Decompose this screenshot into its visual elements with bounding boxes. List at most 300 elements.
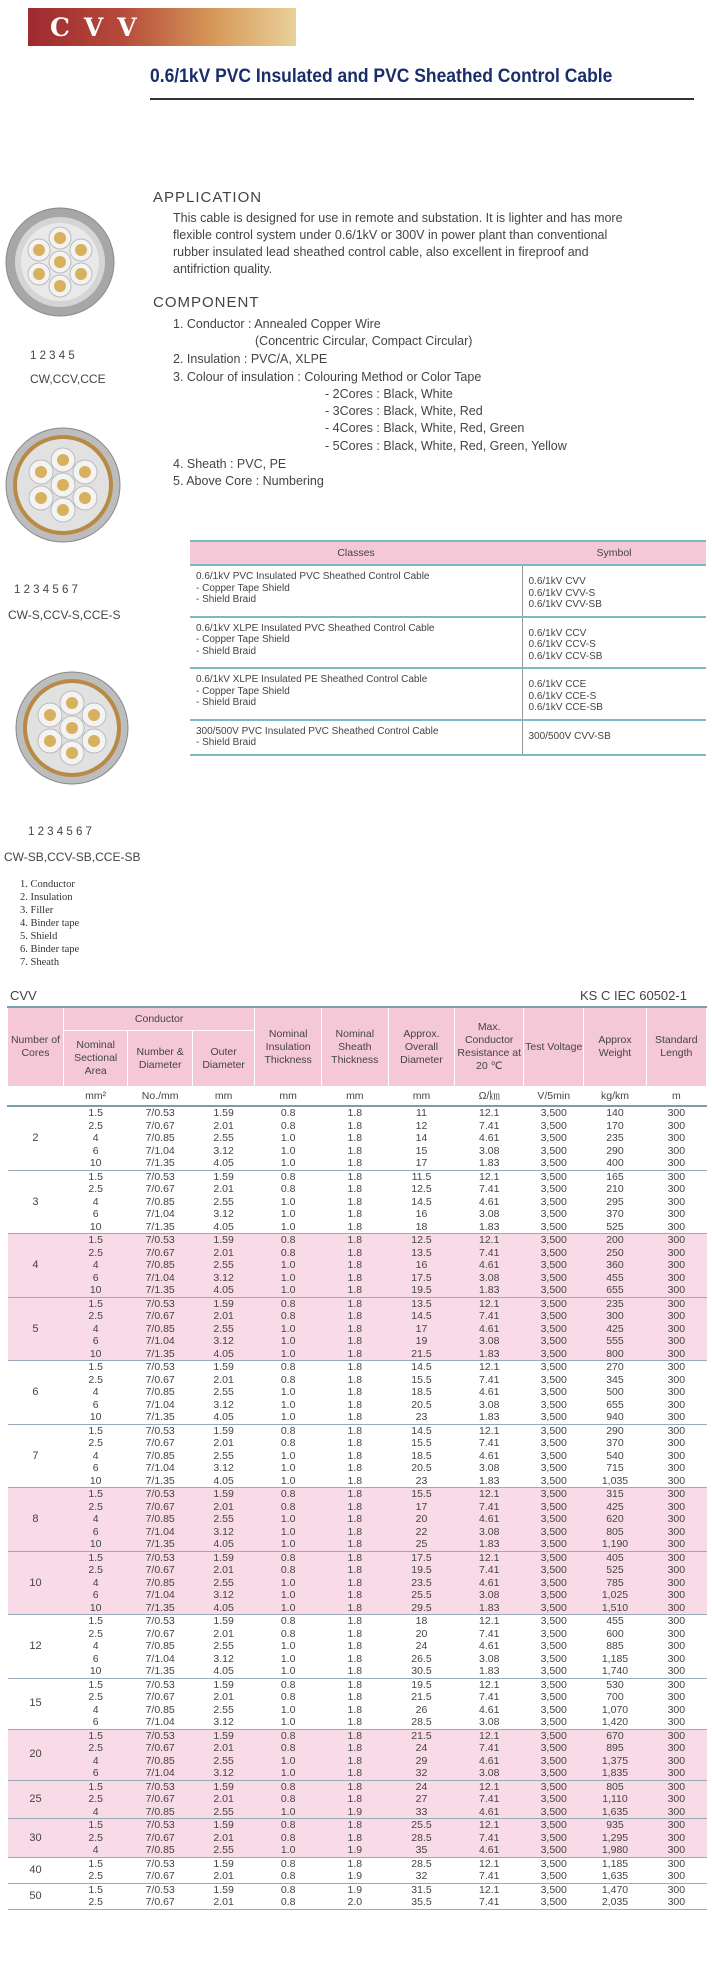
spec-value: 7.41 <box>478 1564 500 1576</box>
spec-value: 1.0 <box>280 1195 296 1208</box>
spec-value: 3.08 <box>478 1589 500 1601</box>
spec-value: 1.59 <box>213 1819 234 1831</box>
spec-value: 1.8 <box>347 1284 363 1296</box>
spec-value: 4 <box>92 1195 99 1208</box>
spec-value: 1.83 <box>478 1157 500 1169</box>
unit-cell: mm <box>192 1087 254 1107</box>
spec-value: 7.41 <box>478 1119 500 1132</box>
spec-value: 3.12 <box>213 1767 234 1779</box>
spec-value: 12.1 <box>478 1678 500 1691</box>
spec-value: 300 <box>667 1564 686 1576</box>
spec-cell <box>388 1488 455 1552</box>
spec-cell <box>63 1424 128 1488</box>
unit-cell: mm² <box>63 1087 128 1107</box>
spec-value: 10 <box>89 1347 102 1360</box>
table-row <box>8 1551 707 1615</box>
spec-value: 3,500 <box>540 1144 567 1157</box>
spec-value: 1.5 <box>88 1551 103 1564</box>
spec-value: 3,500 <box>540 1437 567 1449</box>
spec-value: 3,500 <box>540 1793 567 1805</box>
spec-value: 300 <box>667 1652 686 1665</box>
spec-cell <box>455 1170 524 1234</box>
spec-value: 7/0.85 <box>145 1576 175 1589</box>
spec-value: 1.8 <box>347 1183 363 1195</box>
spec-value: 23 <box>415 1411 428 1423</box>
spec-value: 1.8 <box>347 1703 363 1716</box>
spec-value: 12.5 <box>411 1183 432 1195</box>
spec-value: 19.5 <box>411 1678 432 1691</box>
spec-value: 7/0.53 <box>145 1678 175 1691</box>
spec-value: 4.61 <box>478 1195 500 1208</box>
spec-value: 7/0.85 <box>145 1386 175 1398</box>
spec-value: 3,500 <box>540 1157 567 1169</box>
spec-value: 20 <box>415 1513 428 1525</box>
spec-cell <box>455 1729 524 1780</box>
spec-value: 0.8 <box>280 1234 296 1246</box>
spec-value: 2.5 <box>88 1742 103 1754</box>
class-line: 300/500V PVC Insulated PVC Sheathed Control Cable <box>196 725 439 737</box>
spec-cell <box>63 1297 128 1361</box>
spec-value: 2.01 <box>213 1310 234 1322</box>
spec-cell <box>388 1819 455 1858</box>
spec-value: 3,500 <box>540 1564 567 1576</box>
title-divider <box>150 98 694 100</box>
class-line: - Shield Braid <box>196 697 257 708</box>
spec-value: 300 <box>667 1793 686 1805</box>
spec-value: 4.05 <box>213 1411 234 1423</box>
spec-value: 3,500 <box>540 1398 567 1411</box>
cores-cell: 12 <box>8 1615 64 1679</box>
spec-value: 1.8 <box>347 1754 363 1767</box>
page-title: 0.6/1kV PVC Insulated and PVC Sheathed Control Cable <box>150 66 613 87</box>
spec-value: 23 <box>415 1474 428 1487</box>
spec-value: 1.0 <box>280 1386 296 1398</box>
spec-value: 7/0.85 <box>145 1195 175 1208</box>
spec-cell <box>524 1780 584 1819</box>
spec-value: 4 <box>92 1259 99 1271</box>
spec-value: 3,500 <box>540 1844 567 1856</box>
spec-cell <box>255 1106 322 1170</box>
spec-cell <box>455 1615 524 1679</box>
spec-value: 2.01 <box>213 1793 234 1805</box>
spec-value: 3,500 <box>540 1234 567 1246</box>
spec-value: 1.5 <box>88 1729 103 1742</box>
spec-cell <box>128 1170 193 1234</box>
header-cores: Number of Cores <box>8 1007 64 1087</box>
spec-value: 7/0.67 <box>145 1831 175 1844</box>
spec-value: 1.0 <box>280 1538 296 1550</box>
table-row <box>8 1780 707 1819</box>
spec-value: 300 <box>667 1170 686 1183</box>
spec-value: 6 <box>92 1335 99 1347</box>
spec-value: 1.8 <box>347 1640 363 1652</box>
spec-value: 800 <box>606 1347 624 1360</box>
spec-value: 2.55 <box>213 1449 234 1462</box>
spec-value: 1,635 <box>601 1870 629 1882</box>
spec-value: 7/1.35 <box>145 1347 175 1360</box>
cores-cell: 2 <box>8 1106 64 1170</box>
spec-value: 300 <box>667 1335 686 1347</box>
spec-cell <box>128 1780 193 1819</box>
spec-cell <box>63 1780 128 1819</box>
spec-value: 1.59 <box>213 1234 234 1246</box>
spec-value: 1.8 <box>347 1462 363 1474</box>
spec-value: 19.5 <box>411 1564 432 1576</box>
spec-value: 3,500 <box>540 1883 567 1896</box>
spec-cell <box>455 1780 524 1819</box>
spec-value: 165 <box>606 1170 624 1183</box>
spec-value: 4.61 <box>478 1703 500 1716</box>
spec-value: 300 <box>667 1183 686 1195</box>
spec-value: 655 <box>606 1284 624 1296</box>
spec-cell <box>584 1361 646 1425</box>
spec-value: 11 <box>416 1107 427 1119</box>
spec-value: 3,500 <box>540 1208 567 1220</box>
spec-value: 19.5 <box>411 1284 432 1296</box>
spec-cell <box>128 1297 193 1361</box>
spec-cell <box>128 1234 193 1298</box>
spec-value: 300 <box>667 1500 686 1513</box>
spec-value: 3,500 <box>540 1246 567 1259</box>
spec-cell <box>646 1551 706 1615</box>
spec-value: 0.8 <box>280 1729 296 1742</box>
spec-cell <box>255 1170 322 1234</box>
unit-cell: mm <box>255 1087 322 1107</box>
spec-cell <box>321 1234 388 1298</box>
spec-table-title: CVV <box>10 988 37 1003</box>
spec-value: 1.8 <box>347 1424 363 1437</box>
legend-item: 3. Filler <box>20 905 54 916</box>
spec-cell <box>584 1488 646 1552</box>
spec-cell <box>584 1615 646 1679</box>
spec-value: 3.12 <box>213 1398 234 1411</box>
spec-value: 2.5 <box>88 1183 103 1195</box>
cores-cell: 7 <box>8 1424 64 1488</box>
spec-value: 3,500 <box>540 1284 567 1296</box>
spec-value: 6 <box>92 1144 99 1157</box>
spec-value: 10 <box>89 1284 102 1296</box>
spec-value: 12.1 <box>478 1297 500 1310</box>
header-area: Nominal Sectional Area <box>63 1031 128 1087</box>
spec-value: 300 <box>667 1373 686 1386</box>
spec-value: 300 <box>667 1805 686 1818</box>
spec-value: 3.12 <box>213 1208 234 1220</box>
spec-value: 935 <box>606 1819 624 1831</box>
spec-value: 7/0.67 <box>145 1627 175 1640</box>
class-line: - Shield Braid <box>196 737 257 748</box>
spec-value: 3,500 <box>540 1767 567 1779</box>
spec-value: 400 <box>606 1157 624 1169</box>
unit-cell: mm <box>388 1087 455 1107</box>
spec-cell <box>455 1297 524 1361</box>
header-wires: Number & Diameter <box>128 1031 193 1087</box>
spec-cell <box>63 1857 128 1883</box>
spec-value: 1.0 <box>280 1208 296 1220</box>
spec-cell <box>646 1488 706 1552</box>
spec-cell <box>192 1297 254 1361</box>
spec-value: 0.8 <box>280 1488 296 1500</box>
spec-cell <box>524 1106 584 1170</box>
spec-value: 300 <box>667 1819 686 1831</box>
spec-value: 3,500 <box>540 1449 567 1462</box>
spec-value: 0.8 <box>280 1107 296 1119</box>
spec-value: 16 <box>415 1259 428 1271</box>
spec-value: 3,500 <box>540 1754 567 1767</box>
spec-value: 0.8 <box>280 1780 296 1793</box>
spec-value: 4.61 <box>478 1386 500 1398</box>
spec-value: 25.5 <box>411 1819 432 1831</box>
spec-value: 3,500 <box>540 1310 567 1322</box>
spec-value: 210 <box>606 1183 624 1195</box>
spec-value: 0.8 <box>280 1793 296 1805</box>
spec-value: 26.5 <box>411 1652 432 1665</box>
spec-value: 14 <box>415 1132 428 1144</box>
spec-value: 0.8 <box>280 1678 296 1691</box>
component-line: (Concentric Circular, Compact Circular) <box>255 334 473 348</box>
spec-value: 0.8 <box>280 1310 296 1322</box>
spec-cell <box>255 1883 322 1909</box>
spec-cell <box>255 1424 322 1488</box>
spec-value: 0.8 <box>280 1500 296 1513</box>
spec-value: 17.5 <box>411 1551 432 1564</box>
spec-value: 370 <box>606 1437 624 1449</box>
spec-value: 11.5 <box>411 1170 432 1183</box>
spec-value: 13.5 <box>411 1246 432 1259</box>
spec-value: 14.5 <box>411 1361 432 1373</box>
spec-value: 1.8 <box>347 1780 363 1793</box>
spec-value: 300 <box>667 1615 686 1627</box>
spec-value: 300 <box>667 1831 686 1844</box>
spec-value: 300 <box>667 1246 686 1259</box>
cores-cell: 30 <box>8 1819 64 1858</box>
class-line: 0.6/1kV XLPE Insulated PVC Sheathed Control Cable <box>196 622 435 634</box>
spec-value: 4.61 <box>478 1449 500 1462</box>
spec-value: 3,500 <box>540 1361 567 1373</box>
spec-value: 300 <box>667 1424 686 1437</box>
spec-cell <box>128 1729 193 1780</box>
spec-value: 12.1 <box>478 1819 500 1831</box>
spec-value: 15.5 <box>411 1488 432 1500</box>
symbol-line: 300/500V CVV-SB <box>528 730 611 742</box>
spec-value: 0.8 <box>280 1246 296 1259</box>
spec-cell <box>192 1678 254 1729</box>
spec-value: 10 <box>89 1157 102 1169</box>
spec-value: 1.5 <box>88 1678 103 1691</box>
spec-value: 4.05 <box>213 1601 234 1614</box>
spec-value: 1.8 <box>347 1234 363 1246</box>
spec-value: 7/0.67 <box>145 1373 175 1386</box>
spec-value: 2.01 <box>213 1870 234 1882</box>
spec-value: 1.8 <box>347 1411 363 1423</box>
spec-value: 300 <box>667 1538 686 1550</box>
spec-cell <box>388 1883 455 1909</box>
spec-value: 14.5 <box>411 1195 432 1208</box>
spec-cell <box>524 1729 584 1780</box>
component-line: - 5Cores : Black, White, Red, Green, Yellow <box>325 439 567 453</box>
spec-value: 3,500 <box>540 1627 567 1640</box>
unit-cell: Ω/㎞ <box>455 1087 524 1107</box>
spec-value: 300 <box>667 1488 686 1500</box>
spec-value: 3,500 <box>540 1170 567 1183</box>
spec-value: 1.8 <box>347 1652 363 1665</box>
spec-value: 30.5 <box>411 1665 432 1677</box>
classes-row <box>190 565 706 617</box>
spec-value: 1.5 <box>88 1780 103 1793</box>
spec-value: 1.0 <box>280 1398 296 1411</box>
spec-value: 12.1 <box>478 1780 500 1793</box>
symbol-line: 0.6/1kV CVV-S <box>528 587 596 599</box>
spec-value: 1.5 <box>88 1819 103 1831</box>
spec-value: 1.8 <box>347 1589 363 1601</box>
spec-value: 3.08 <box>478 1271 500 1284</box>
spec-value: 300 <box>667 1119 686 1132</box>
spec-value: 7/0.53 <box>145 1857 175 1870</box>
spec-value: 2.01 <box>213 1246 234 1259</box>
spec-value: 2.0 <box>347 1896 363 1908</box>
spec-cell <box>455 1488 524 1552</box>
spec-cell <box>63 1106 128 1170</box>
spec-value: 7/1.04 <box>145 1398 175 1411</box>
spec-value: 2.55 <box>213 1703 234 1716</box>
spec-value: 3,500 <box>540 1386 567 1398</box>
spec-value: 1.0 <box>280 1347 296 1360</box>
spec-value: 10 <box>89 1601 102 1614</box>
spec-value: 895 <box>606 1742 624 1754</box>
spec-value: 455 <box>606 1615 624 1627</box>
spec-value: 3,500 <box>540 1335 567 1347</box>
spec-value: 1.59 <box>213 1424 234 1437</box>
spec-cell <box>255 1615 322 1679</box>
spec-value: 300 <box>667 1107 686 1119</box>
spec-value: 2.5 <box>88 1627 103 1640</box>
spec-value: 2.5 <box>88 1437 103 1449</box>
spec-value: 35 <box>415 1844 428 1856</box>
spec-value: 7/0.67 <box>145 1437 175 1449</box>
spec-value: 300 <box>667 1525 686 1538</box>
spec-cell <box>63 1234 128 1298</box>
spec-value: 1,110 <box>602 1793 628 1805</box>
spec-value: 4.61 <box>478 1513 500 1525</box>
spec-value: 7/0.53 <box>145 1780 175 1793</box>
header-weight: Approx Weight <box>584 1007 646 1087</box>
spec-cell <box>63 1488 128 1552</box>
spec-value: 1.59 <box>213 1488 234 1500</box>
spec-value: 14.5 <box>411 1424 432 1437</box>
spec-value: 7/0.53 <box>145 1234 175 1246</box>
spec-cell <box>388 1170 455 1234</box>
spec-value: 7.41 <box>478 1627 500 1640</box>
spec-value: 600 <box>606 1627 624 1640</box>
spec-value: 0.8 <box>280 1615 296 1627</box>
symbol-cell <box>522 720 706 755</box>
cable-part-numbers: 1 2 3 4 5 <box>30 350 75 362</box>
spec-value: 4.61 <box>478 1754 500 1767</box>
spec-value: 300 <box>667 1742 686 1754</box>
spec-value: 1.8 <box>347 1132 363 1144</box>
spec-value: 3,500 <box>540 1589 567 1601</box>
spec-value: 6 <box>92 1767 99 1779</box>
spec-cell <box>388 1106 455 1170</box>
spec-value: 2.5 <box>88 1310 103 1322</box>
application-heading: APPLICATION <box>153 189 263 206</box>
spec-value: 1.0 <box>280 1220 296 1233</box>
component-line: 3. Colour of insulation : Colouring Method or Color Tape <box>173 370 482 384</box>
spec-value: 3.08 <box>478 1208 500 1220</box>
spec-value: 17 <box>415 1500 428 1513</box>
spec-value: 7/1.35 <box>145 1474 175 1487</box>
spec-value: 1.8 <box>347 1310 363 1322</box>
spec-value: 290 <box>606 1144 624 1157</box>
spec-cell <box>255 1819 322 1858</box>
spec-value: 1.8 <box>347 1259 363 1271</box>
unit-cell: No./mm <box>128 1087 193 1107</box>
spec-cell <box>524 1234 584 1298</box>
spec-value: 1.59 <box>213 1883 234 1896</box>
spec-value: 3,500 <box>540 1513 567 1525</box>
spec-value: 1.0 <box>280 1322 296 1335</box>
spec-value: 4.61 <box>478 1640 500 1652</box>
spec-value: 1.8 <box>347 1538 363 1550</box>
spec-value: 1.83 <box>478 1347 500 1360</box>
header-length: Standard Length <box>646 1007 706 1087</box>
spec-value: 7/0.85 <box>145 1513 175 1525</box>
spec-value: 2.01 <box>213 1564 234 1576</box>
spec-value: 1.8 <box>347 1564 363 1576</box>
spec-cell <box>388 1729 455 1780</box>
spec-value: 7/0.67 <box>145 1310 175 1322</box>
spec-value: 2.55 <box>213 1805 234 1818</box>
spec-value: 7/1.04 <box>145 1652 175 1665</box>
spec-value: 1.59 <box>213 1361 234 1373</box>
spec-value: 2.5 <box>88 1831 103 1844</box>
spec-value: 0.8 <box>280 1551 296 1564</box>
spec-value: 1.8 <box>347 1831 363 1844</box>
spec-value: 1.8 <box>347 1220 363 1233</box>
spec-cell <box>584 1551 646 1615</box>
spec-value: 3.08 <box>478 1652 500 1665</box>
spec-value: 0.8 <box>280 1819 296 1831</box>
spec-cell <box>192 1170 254 1234</box>
spec-cell <box>128 1488 193 1552</box>
table-row <box>8 1488 707 1552</box>
spec-value: 3,500 <box>540 1411 567 1423</box>
classes-row <box>190 617 706 669</box>
spec-value: 3.12 <box>213 1716 234 1728</box>
spec-value: 20 <box>415 1627 428 1640</box>
spec-value: 1,070 <box>601 1703 629 1716</box>
spec-value: 7/1.04 <box>145 1144 175 1157</box>
spec-value: 1.8 <box>347 1398 363 1411</box>
spec-value: 715 <box>606 1462 624 1474</box>
spec-value: 10 <box>89 1665 102 1677</box>
spec-value: 32 <box>415 1767 428 1779</box>
spec-value: 27 <box>415 1793 428 1805</box>
spec-value: 3,500 <box>540 1896 567 1908</box>
spec-value: 2.01 <box>213 1691 234 1703</box>
spec-value: 300 <box>667 1665 686 1677</box>
unit-cell: m <box>646 1087 706 1107</box>
spec-value: 2.55 <box>213 1513 234 1525</box>
spec-cell <box>63 1883 128 1909</box>
spec-value: 12.1 <box>478 1107 500 1119</box>
spec-value: 0.8 <box>280 1183 296 1195</box>
spec-value: 3,500 <box>540 1551 567 1564</box>
spec-value: 1.59 <box>213 1678 234 1691</box>
spec-standard: KS C IEC 60502-1 <box>580 988 687 1003</box>
spec-value: 300 <box>667 1883 686 1896</box>
spec-value: 1.0 <box>280 1449 296 1462</box>
spec-value: 17 <box>415 1157 428 1169</box>
